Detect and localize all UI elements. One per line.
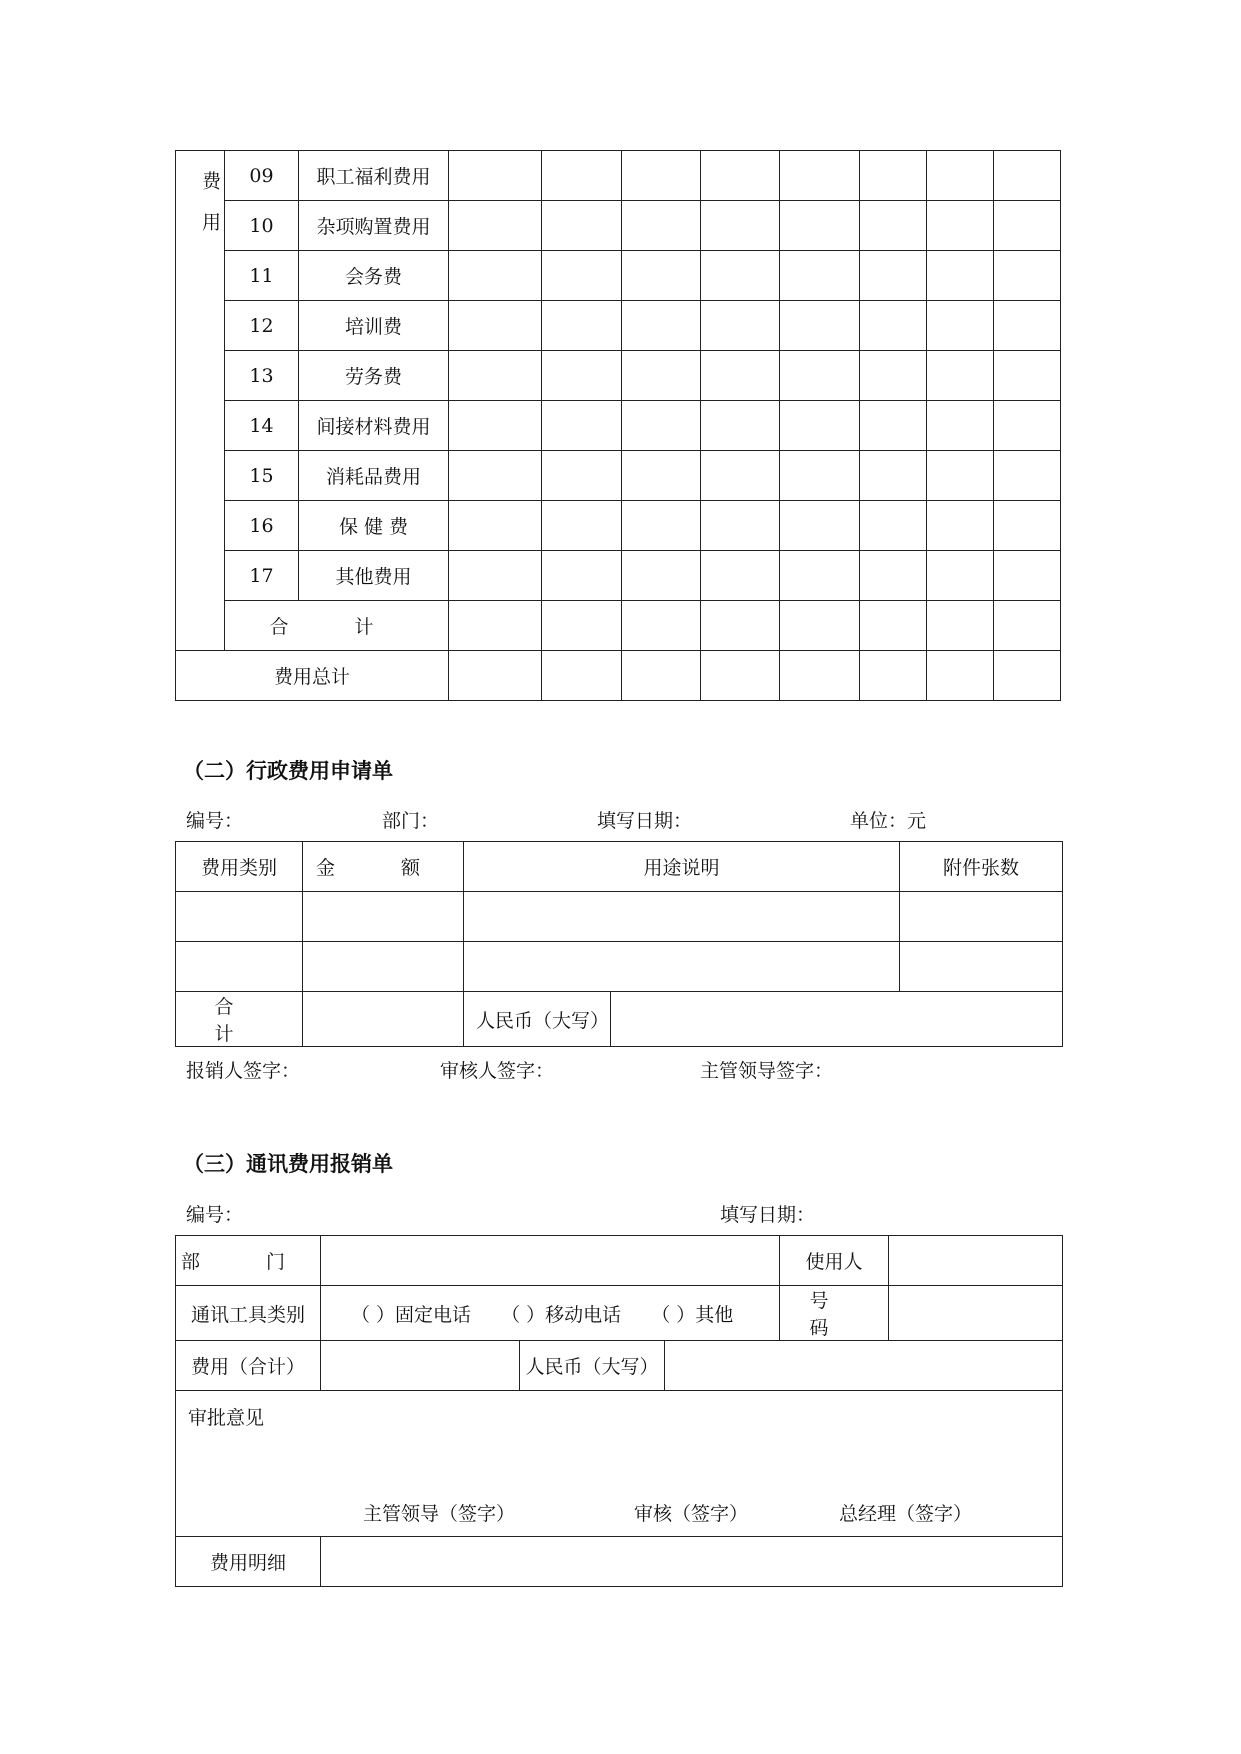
row-name: 保 健 费 — [299, 501, 449, 551]
value-cell[interactable] — [622, 351, 701, 401]
expense-detail-label: 费用明细 — [176, 1537, 321, 1587]
option-other[interactable]: （ ）其他 — [651, 1303, 734, 1326]
value-cell[interactable] — [622, 151, 701, 201]
tool-type-options — [321, 1286, 780, 1341]
form2-title: （二）行政费用申请单 — [183, 758, 393, 783]
value-cell[interactable] — [780, 451, 860, 501]
amount-cell[interactable] — [303, 942, 464, 992]
tool-type-label: 通讯工具类别 — [176, 1286, 321, 1341]
attachments-cell[interactable] — [900, 942, 1063, 992]
fee-total-cell[interactable] — [321, 1341, 520, 1391]
value-cell[interactable] — [780, 351, 860, 401]
category-cell[interactable] — [176, 942, 303, 992]
approval-label: 审批意见 — [188, 1407, 265, 1429]
value-cell[interactable] — [701, 251, 780, 301]
value-cell[interactable] — [780, 151, 860, 201]
option-mobile[interactable]: （ ）移动电话 — [501, 1303, 622, 1326]
form2-total-label: 合 计 — [176, 992, 303, 1047]
value-cell[interactable] — [542, 151, 622, 201]
value-cell[interactable] — [927, 351, 994, 401]
value-cell[interactable] — [449, 251, 542, 301]
value-cell[interactable] — [701, 401, 780, 451]
value-cell[interactable] — [860, 201, 927, 251]
option-landline[interactable]: （ ）固定电话 — [351, 1303, 472, 1326]
value-cell[interactable] — [449, 351, 542, 401]
value-cell[interactable] — [860, 451, 927, 501]
value-cell[interactable] — [542, 651, 622, 701]
value-cell[interactable] — [449, 401, 542, 451]
value-cell[interactable] — [449, 501, 542, 551]
value-cell[interactable] — [622, 251, 701, 301]
department-cell[interactable] — [321, 1236, 780, 1286]
row-code: 16 — [225, 501, 299, 551]
header-attachments: 附件张数 — [900, 842, 1063, 892]
value-cell[interactable] — [780, 651, 860, 701]
total-label: 费用总计 — [176, 651, 449, 701]
value-cell[interactable] — [701, 551, 780, 601]
value-cell[interactable] — [780, 601, 860, 651]
value-cell[interactable] — [994, 501, 1061, 551]
value-cell[interactable] — [780, 201, 860, 251]
fee-total-label: 费用（合计） — [176, 1341, 321, 1391]
value-cell[interactable] — [927, 401, 994, 451]
expense-detail-cell[interactable] — [321, 1537, 1063, 1587]
value-cell[interactable] — [927, 451, 994, 501]
row-code: 17 — [225, 551, 299, 601]
value-cell[interactable] — [860, 301, 927, 351]
value-cell[interactable] — [542, 601, 622, 651]
group-label: 费用 — [176, 151, 225, 651]
value-cell[interactable] — [927, 601, 994, 651]
reimburser-signature-label: 报销人签字： — [186, 1060, 301, 1082]
attachments-cell[interactable] — [900, 892, 1063, 942]
telecom-expense-form — [175, 1235, 1063, 1587]
value-cell[interactable] — [542, 351, 622, 401]
value-cell[interactable] — [622, 301, 701, 351]
amount-cell[interactable] — [303, 892, 464, 942]
form3-title: （三）通讯费用报销单 — [183, 1151, 393, 1176]
form2-total-amount-cell[interactable] — [303, 992, 464, 1047]
form2-rmb-cell[interactable] — [611, 992, 1063, 1047]
value-cell[interactable] — [449, 201, 542, 251]
reviewer-approval-label: 审核（签字） — [634, 1503, 749, 1525]
row-code: 13 — [225, 351, 299, 401]
value-cell[interactable] — [994, 651, 1061, 701]
value-cell[interactable] — [701, 151, 780, 201]
value-cell[interactable] — [780, 251, 860, 301]
form3-rmb-cell[interactable] — [665, 1341, 1063, 1391]
value-cell[interactable] — [542, 501, 622, 551]
department-label: 部 门 — [176, 1236, 321, 1286]
value-cell[interactable] — [994, 551, 1061, 601]
value-cell[interactable] — [860, 651, 927, 701]
gm-approval-label: 总经理（签字） — [839, 1503, 973, 1525]
form3-date-label: 填写日期： — [720, 1204, 816, 1226]
row-code: 15 — [225, 451, 299, 501]
value-cell[interactable] — [927, 251, 994, 301]
value-cell[interactable] — [994, 451, 1061, 501]
value-cell[interactable] — [994, 201, 1061, 251]
value-cell[interactable] — [622, 201, 701, 251]
row-code: 09 — [225, 151, 299, 201]
row-code: 14 — [225, 401, 299, 451]
value-cell[interactable] — [449, 301, 542, 351]
value-cell[interactable] — [994, 351, 1061, 401]
value-cell[interactable] — [994, 301, 1061, 351]
phone-number-cell[interactable] — [889, 1286, 1063, 1341]
value-cell[interactable] — [622, 651, 701, 701]
value-cell[interactable] — [542, 201, 622, 251]
value-cell[interactable] — [622, 501, 701, 551]
value-cell[interactable] — [780, 301, 860, 351]
value-cell[interactable] — [927, 501, 994, 551]
form2-date-label: 填写日期： — [597, 810, 693, 832]
value-cell[interactable] — [449, 551, 542, 601]
value-cell[interactable] — [701, 601, 780, 651]
value-cell[interactable] — [927, 151, 994, 201]
form2-rmb-label: 人民币（大写） — [464, 992, 611, 1047]
value-cell[interactable] — [927, 651, 994, 701]
admin-expense-form — [175, 841, 1063, 1047]
row-code: 12 — [225, 301, 299, 351]
value-cell[interactable] — [542, 301, 622, 351]
value-cell[interactable] — [927, 551, 994, 601]
value-cell[interactable] — [860, 351, 927, 401]
value-cell[interactable] — [449, 451, 542, 501]
value-cell[interactable] — [994, 601, 1061, 651]
supervisor-approval-label: 主管领导（签字） — [363, 1503, 516, 1525]
row-code: 10 — [225, 201, 299, 251]
value-cell[interactable] — [542, 251, 622, 301]
value-cell[interactable] — [701, 301, 780, 351]
value-cell[interactable] — [860, 151, 927, 201]
value-cell[interactable] — [622, 401, 701, 451]
row-name: 杂项购置费用 — [299, 201, 449, 251]
value-cell[interactable] — [542, 451, 622, 501]
value-cell[interactable] — [780, 501, 860, 551]
header-category: 费用类别 — [176, 842, 303, 892]
row-name: 培训费 — [299, 301, 449, 351]
value-cell[interactable] — [860, 401, 927, 451]
form3-rmb-label: 人民币（大写） — [520, 1341, 665, 1391]
form2-unit-label: 单位：元 — [850, 810, 927, 832]
value-cell[interactable] — [927, 201, 994, 251]
value-cell[interactable] — [622, 451, 701, 501]
reviewer-signature-label: 审核人签字： — [440, 1060, 555, 1082]
row-name: 间接材料费用 — [299, 401, 449, 451]
value-cell[interactable] — [701, 351, 780, 401]
user-label: 使用人 — [780, 1236, 889, 1286]
value-cell[interactable] — [860, 551, 927, 601]
value-cell[interactable] — [701, 651, 780, 701]
value-cell[interactable] — [927, 301, 994, 351]
row-name: 其他费用 — [299, 551, 449, 601]
value-cell[interactable] — [994, 151, 1061, 201]
value-cell[interactable] — [701, 501, 780, 551]
value-cell[interactable] — [860, 251, 927, 301]
form3-number-label: 编号： — [186, 1204, 244, 1226]
value-cell[interactable] — [449, 651, 542, 701]
user-cell[interactable] — [889, 1236, 1063, 1286]
expense-table — [175, 150, 1061, 701]
phone-number-label: 号 码 — [780, 1286, 889, 1341]
value-cell[interactable] — [780, 401, 860, 451]
subtotal-label: 合 计 — [225, 601, 449, 651]
form2-department-label: 部门： — [382, 810, 440, 832]
value-cell[interactable] — [780, 551, 860, 601]
header-amount: 金 额 — [303, 842, 464, 892]
purpose-cell[interactable] — [464, 892, 900, 942]
row-name: 劳务费 — [299, 351, 449, 401]
value-cell[interactable] — [449, 601, 542, 651]
row-code: 11 — [225, 251, 299, 301]
form2-number-label: 编号： — [186, 810, 244, 832]
row-name: 消耗品费用 — [299, 451, 449, 501]
category-cell[interactable] — [176, 892, 303, 942]
value-cell[interactable] — [542, 551, 622, 601]
value-cell[interactable] — [449, 151, 542, 201]
value-cell[interactable] — [994, 251, 1061, 301]
header-purpose: 用途说明 — [464, 842, 900, 892]
value-cell[interactable] — [701, 451, 780, 501]
value-cell[interactable] — [622, 551, 701, 601]
value-cell[interactable] — [994, 401, 1061, 451]
value-cell[interactable] — [542, 401, 622, 451]
value-cell[interactable] — [622, 601, 701, 651]
purpose-cell[interactable] — [464, 942, 900, 992]
value-cell[interactable] — [860, 501, 927, 551]
value-cell[interactable] — [860, 601, 927, 651]
row-name: 职工福利费用 — [299, 151, 449, 201]
supervisor-signature-label: 主管领导签字： — [700, 1060, 834, 1082]
row-name: 会务费 — [299, 251, 449, 301]
approval-section[interactable] — [176, 1391, 1063, 1537]
value-cell[interactable] — [701, 201, 780, 251]
